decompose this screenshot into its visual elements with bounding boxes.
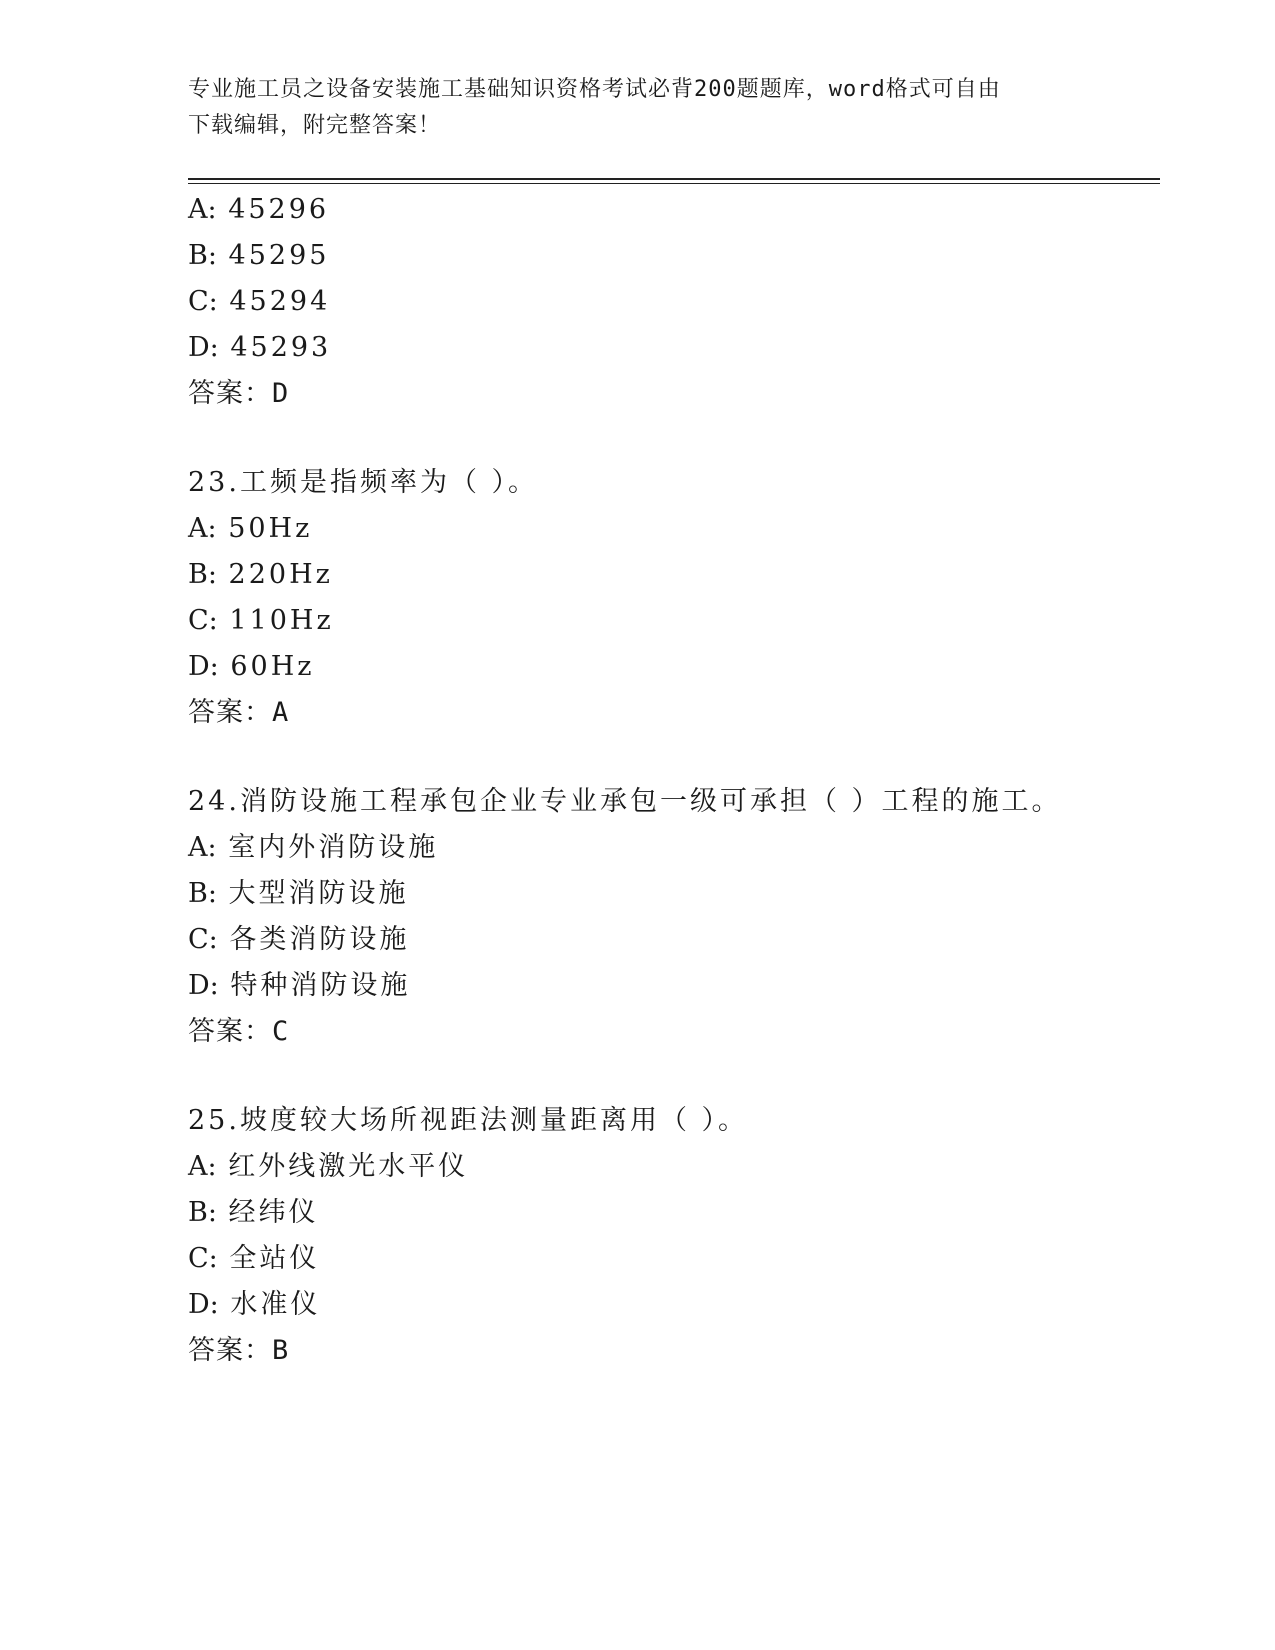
answer-line: 答案：A (188, 697, 290, 728)
option-c: C: 45294 (188, 286, 331, 317)
option-d: D: 水准仪 (188, 1289, 321, 1320)
option-d: D: 60Hz (188, 651, 315, 682)
question-24 (188, 779, 1168, 1055)
option-c: C: 各类消防设施 (188, 924, 410, 955)
header-divider-thin (188, 183, 1160, 184)
document-header (188, 72, 1088, 144)
question-25 (188, 1098, 1168, 1374)
option-b: B: 大型消防设施 (188, 878, 409, 909)
question-23 (188, 460, 1168, 736)
option-a: A: 45296 (188, 194, 330, 225)
header-line-2: 下载编辑，附完整答案！ (188, 113, 442, 138)
question-stem: 24.消防设施工程承包企业专业承包一级可承担（ ）工程的施工。 (188, 786, 1062, 817)
option-b: B: 45295 (188, 240, 330, 271)
option-c: C: 110Hz (188, 605, 334, 636)
answer-line: 答案：C (188, 1016, 290, 1047)
answer-line: 答案：B (188, 1335, 290, 1366)
option-b: B: 经纬仪 (188, 1197, 319, 1228)
option-c: C: 全站仪 (188, 1243, 320, 1274)
question-22-continuation (188, 187, 1168, 417)
question-stem: 23.工频是指频率为（ ）。 (188, 467, 539, 498)
option-a: A: 室内外消防设施 (188, 832, 439, 863)
answer-line: 答案：D (188, 378, 290, 409)
header-line-1: 专业施工员之设备安装施工基础知识资格考试必背200题题库，word格式可自由 (188, 77, 1001, 102)
option-a: A: 红外线激光水平仪 (188, 1151, 469, 1182)
option-a: A: 50Hz (188, 513, 313, 544)
option-d: D: 特种消防设施 (188, 970, 411, 1001)
option-d: D: 45293 (188, 332, 332, 363)
option-b: B: 220Hz (188, 559, 333, 590)
question-stem: 25.坡度较大场所视距法测量距离用（ ）。 (188, 1105, 749, 1136)
header-divider (188, 178, 1160, 180)
